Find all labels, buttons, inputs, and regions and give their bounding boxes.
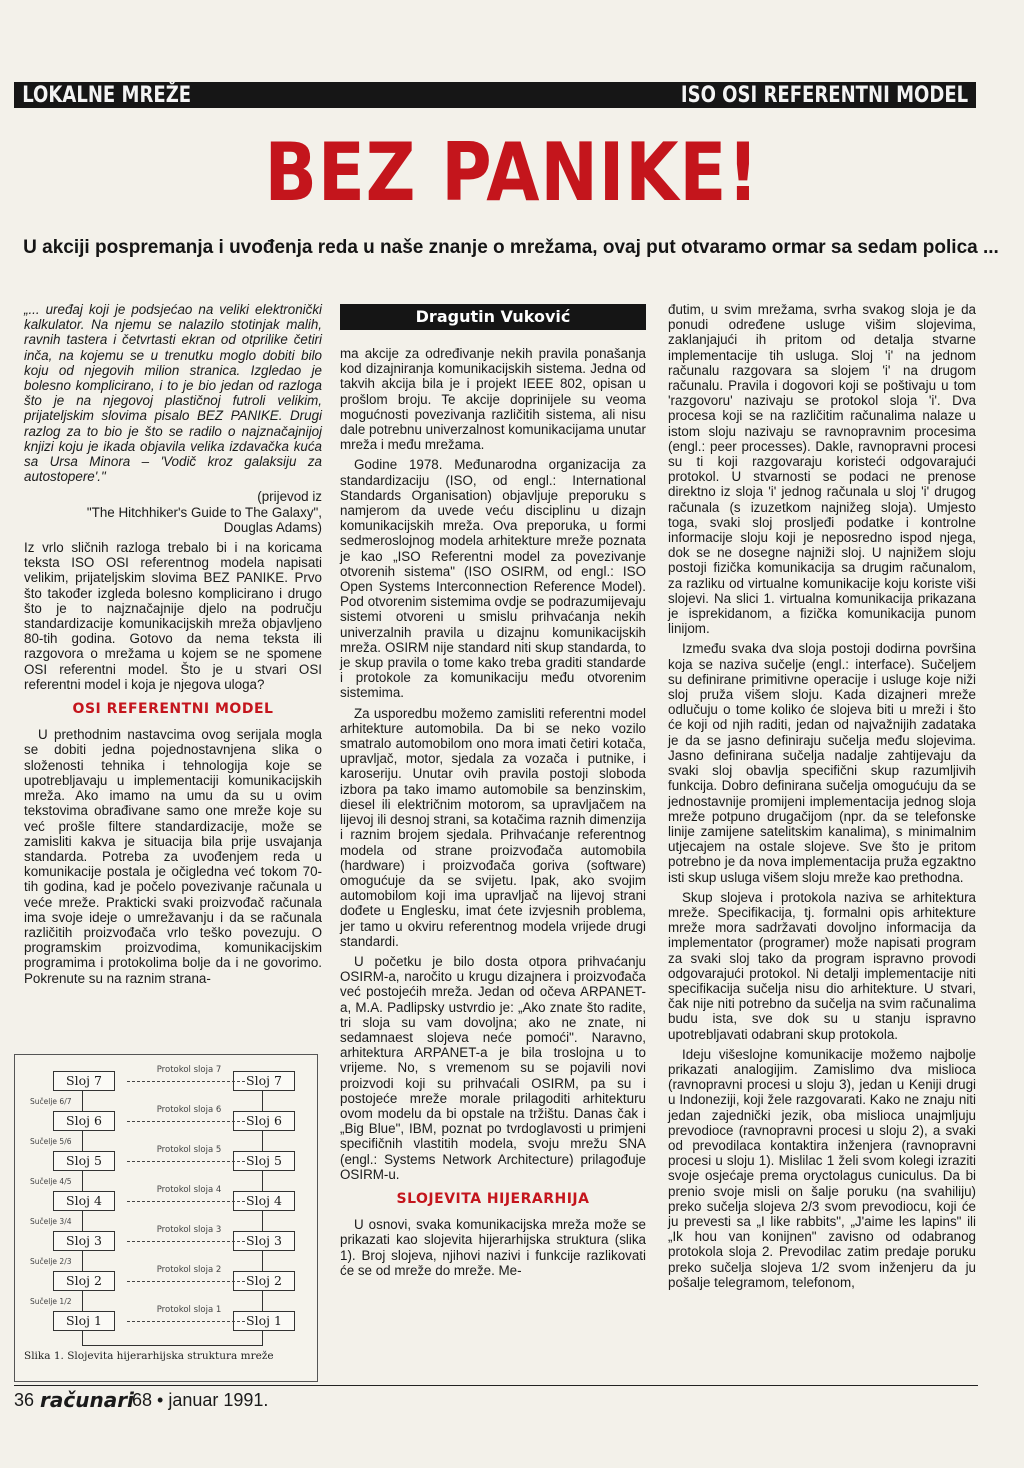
- protocol-dashed-line: [127, 1321, 245, 1322]
- paragraph: U početku je bilo dosta otpora prihvaćanju OSIRM-a, naročito u krugu dizajnera i proizvođača već postojećih mreža. Jedan od očeva ARPANET-a, M.A. Padlipsky ustvrdio je: „Ako znate što radite, tri sloja su vam dovoljna; ako ne znate, ni sedamnaest slojeva neće pomoći". Naravno, arhitektura ARPANET-a je bila troslojna u to vrijeme. No, s vremenom su se pojavili novi proizvodi koji su prihvaćali OSIRM, pa su i postojeće mreže morale prilagoditi arhitekturu ovom modelu da bi opstale na tržištu. Danas čak i „Big Blue", IBM, poznat po tvrdoglavosti u primjeni specifičnih vlastitih modela, svoju mrežu SNA (engl.: Systems Network Architecture) prilagođuje OSIRM-u.: [340, 953, 646, 1182]
- column-2: [340, 346, 646, 1283]
- article-title: BEZ PANIKE!: [264, 126, 760, 219]
- protocol-dashed-line: [127, 1161, 245, 1162]
- protocol-dashed-line: [127, 1281, 245, 1282]
- figure-layered-hierarchy: [14, 1054, 318, 1382]
- paragraph: U osnovi, svaka komunikacijska mreža može se prikazati kao slojevita hijerarhijska struktura (slika 1). Broj slojeva, njihovi nazivi i funkcije razlikovati će se od mreže do mreže. Me-: [340, 1217, 646, 1278]
- right-layer-6: Sloj 6: [233, 1111, 295, 1131]
- protocol-label: Protokol sloja 4: [156, 1185, 222, 1195]
- section-left-label: LOKALNE MREŽE: [22, 82, 192, 108]
- quote-attribution: [24, 489, 322, 535]
- issue-info: 68 • januar 1991.: [132, 1390, 269, 1410]
- paragraph: Između svaka dva sloja postoji dodirna površina koja se naziva sučelje (engl.: interface). Sučeljem su definirane primitivne operacije i usluge koje niži sloj pruža višem sloju. Kada dizajneri mreže odlučuju o tome koliko će sloјeva biti u mreži i što će koji od njih raditi, jedan od najvažnijih zadataka je da se jasno definiraju sučelja među slojevima. Jasno definirana sučelja nadalje zahtijevaju da svaki sloj obavlja specifični skup razumljivih funkcija. Dobro definirana sučelja omogućuju da se jednostavnije promijeni implementacija jednog sloja mreže potpuno drugačijom (npr. da se telefonske linije zamijene satelitskim kanalima), s minimalnim utjecajem na ostale slojeve. Sve što je pritom potrebno je da nova implementacija pruža egzaktno isti skup usluga višem sloju mreže kao prethodna.: [668, 641, 976, 885]
- right-layer-5: Sloj 5: [233, 1151, 295, 1171]
- attribution-line: Douglas Adams): [223, 519, 322, 535]
- attribution-line: "The Hitchhiker's Guide to The Galaxy",: [86, 504, 322, 520]
- right-layer-7: Sloj 7: [233, 1071, 295, 1091]
- physical-link-left: [82, 1331, 83, 1345]
- protocol-dashed-line: [127, 1121, 245, 1122]
- section-heading-hierarchy: SLOJEVITA HIJERARHIJA: [396, 1190, 590, 1207]
- interface-label: Sučelje 5/6: [30, 1137, 72, 1146]
- physical-link-bottom: [82, 1345, 263, 1346]
- protocol-dashed-line: [127, 1081, 245, 1082]
- right-layer-4: Sloj 4: [233, 1191, 295, 1211]
- paragraph: Iz vrlo sličnih razloga trebalo bi i na koricama teksta ISO OSI referentnog modela napisati velikim, prijateljskim slovima BEZ PANIKE. Prvo što također izgleda bolesno komplicirano i drugo što je to najznačajnije djelo na području standardizacije komunikacijskih mreža objavljeno 80-tih godina. Gotovo da nema teksta ili razgovora o mrežama u kojem se ne spomene OSI referentni model. Što je u stvari OSI referentni model i koja je njegova uloga?: [24, 540, 322, 692]
- figure-caption: Slika 1. Slojevita hijerarhijska struktura mreže: [24, 1350, 274, 1362]
- right-layer-1: Sloj 1: [233, 1311, 295, 1331]
- left-layer-1: Sloj 1: [53, 1311, 115, 1331]
- protocol-label: Protokol sloja 1: [156, 1305, 222, 1315]
- right-layer-2: Sloj 2: [233, 1271, 295, 1291]
- section-right-label: ISO OSI REFERENTNI MODEL: [680, 82, 968, 108]
- column-1: [24, 302, 322, 991]
- magazine-name: računari: [40, 1388, 134, 1412]
- protocol-label: Protokol sloja 3: [156, 1225, 222, 1235]
- left-layer-2: Sloj 2: [53, 1271, 115, 1291]
- interface-label: Sučelje 6/7: [30, 1097, 72, 1106]
- page-number: 36: [14, 1390, 35, 1410]
- opening-quote: „... uređaj koji je podsjećao na veliki elektronički kalkulator. Na njemu se nalazilo stotinjak malih, ravnih tastera i četvrtasti ekran od otprilike četiri inča, na kojemu se u trenutku moglo dobiti bilo koju od njegovih milion stranica. Izgledao je bolesno komplicirano, i to je bio jedan od razloga što je na njegovoj plastičnoj futroli velikim, prijateljskim slovima pisalo BEZ PANIKE. Drugi razlog za to bio je što se radilo o najznačajnijoj knjizi koju je ikada objavila velika izdavačka kuća sa Ursa Minora – 'Vodič kroz galaksiju za autostopere'.": [24, 302, 322, 485]
- section-header-bar: [14, 82, 976, 108]
- section-heading-osi: OSI REFERENTNI MODEL: [72, 701, 274, 718]
- page-footer: [14, 1385, 978, 1412]
- paragraph: U prethodnim nastavcima ovog serijala mogla se dobiti jedna pojednostavnjena slika o složenosti tehnika i tehnologija koje se upotrebljavaju u implementaciji komunikacijskih mreža. Ako imamo na umu da su u ovim tekstovima obrađivane samo one mreže koje su već prošle filtere standardizacije, može se zamisliti kakva je situacija bila prije usvajanja standarda. Potreba za uvođenjem reda u komunikacije postala je očigledna već tokom 70-tih godina, kad je počelo povezivanje računala u veće mreže. Prakticki svaki proizvođač računala ima svoje ideje o umrežavanju i da se računala različitih proizvođača vrlo teško povezuju. O programskim proizvodima, komunikacijskim programima i protokolima bolje da i ne govorimo. Pokrenute su na raznim strana-: [24, 727, 322, 986]
- paragraph: Ideju višeslojne komunikacije možemo najbolje prikazati analogijim. Zamislimo dva mislioca (ravnopravni procesi u sloju 3), jedan u Keniji drugi u Indoneziji, koji žele razgovarati. Kako ne znaju niti jedan zajednički jezik, oba mislioca unajmljuju prevodioce (ravnopravni procesi u sloju 2), a svaki od prevodilaca kontaktira inženjera (ravnopravni procesi u sloju 1). Mislilac 1 želi svom kolegi izraziti svoje osjećaje prema oryctolagus cuniculus. Da bi prenio svoje misli on šalje poruku (na svahiliju) preko sučelja slojeva 2/3 svom prevodiocu, koji će ju prevesti sa „I like rabbits", „J'aime les lapins" ili „Ik hou van konijnen" zavisno od odabranog protokola sloja 2. Prevodilac zatim predaje poruku preko sučelja slojeva 1/2 svom inženjeru da ju pošalje telegramom, telefonom,: [668, 1046, 976, 1290]
- paragraph: Za usporedbu možemo zamisliti referentni model arhitekture automobila. Da bi se neko vozilo smatralo automobilom ono mora imati četiri kotača, upravljač, motor, sjedala za vozača i putnike, i karoseriju. Unutar ovih pravila postoji sloboda izbora pa tako imamo automobile sa benzinskim, diesel ili električnim motorom, sa upravljačem na lijevoj ili desnoj strani, sa kotačima raznih dimenzija i raznim brojem sjedala. Prihvaćanje referentnog modela od strane proizvođača automobila (hardware) i proizvođača goriva (software) omogućuje da se svijetu. Ipak, ako svojim automobilom koji ima upravljač na lijevoj strani dođete u Englesku, imat ćete izvjesnih problema, jer tamo u okviru referentnog modela vrijede drugi standardi.: [340, 705, 646, 949]
- paragraph: đutim, u svim mrežama, svrha svakog sloja je da ponudi određene usluge višim slojevima, zaklanjajući ih pritom od detalja stvarne implementacije tih usluga. Sloj 'i' na jednom računalu razgovara sa slojem 'i' na drugom računalu. Pravila i dogovori koji se poštivaju u tom 'razgovoru' nazivaju se protokol sloja 'i'. Dva procesa koji se na različitim računalima nalaze u istom sloju nazivaju se ravnopravnim procesima (engl.: peer processes). Dakle, ravnopravni procesi su ti koji razgovaraju koristeći odgovarajući protokol. U stvarnosti se podaci ne prenose direktno iz sloja 'i' jednog računala u sloj 'i' drugog računala (s izuzetkom najnižeg sloja). Umjesto toga, svaki sloj prosljeđi podatke i kontrolne informacije sloju koji je neposredno ispod njega, dok se ne dosegne najniži sloj. U najnižem sloju postoji fizička komunikacija sa drugim računalom, za razliku od virtualne komunikacije koju koriste viši slojevi. Na slici 1. virtualna komunikacija prikazana je isprekidanom, a fizička komunikacija punom linijom.: [668, 302, 976, 637]
- protocol-label: Protokol sloja 5: [156, 1145, 222, 1155]
- paragraph: Skup slojeva i protokola naziva se arhitektura mreže. Specifikacija, tj. formalni opis arhitekture mreže mora sadržavati dovoljno informacija da implementator (programer) može napisati program za svaki sloj tako da program ispravno provodi odgovarajući protokol. Ni detalji implementacije niti specifikacija sučelja nisu dio arhitekture. U stvari, čak nije niti potrebno da sučelja na svim računalima budu ista, sve dok su u stanju ispravno upotrebljavati odabrani skup protokola.: [668, 889, 976, 1042]
- left-layer-7: Sloj 7: [53, 1071, 115, 1091]
- interface-label: Sučelje 1/2: [30, 1297, 72, 1306]
- left-layer-5: Sloj 5: [53, 1151, 115, 1171]
- protocol-label: Protokol sloja 7: [156, 1065, 222, 1075]
- paragraph: Godine 1978. Međunarodna organizacija za standardizaciju (ISO, od engl.: International Standards Organisation) objavljuje preporuku s namjerom da uvede veću disciplinu u dizajn komunikacijskih mreža. Ova preporuka, u formi sedmeroslojnog modela arhitekture mreže poznata je kao „ISO Referentni model za povezivanje otvorenih sistema" (ISO OSIRM, od engl.: ISO Open Systems Interconnection Reference Model). Pod otvorenim sistemima ovdje se podrazumijevaju sistemi otvoreni u smislu prihvaćanja nekih univerzalnih pravila u dizajnu komunikacijskih mreža. OSIRM nije standard niti skup standarda, to je skup pravila o tome kako treba graditi standarde i protokole za komunikaciju među otvorenim sistemima.: [340, 457, 646, 701]
- interface-label: Sučelje 3/4: [30, 1217, 72, 1226]
- column-3: [668, 302, 976, 1295]
- interface-label: Sučelje 2/3: [30, 1257, 72, 1266]
- interface-label: Sučelje 4/5: [30, 1177, 72, 1186]
- protocol-dashed-line: [127, 1201, 245, 1202]
- protocol-label: Protokol sloja 6: [156, 1105, 222, 1115]
- left-layer-6: Sloj 6: [53, 1111, 115, 1131]
- article-subtitle: U akciji pospremanja i uvođenja reda u naše znanje o mrežama, ovaj put otvaramo ormar sa sedam polica ...: [23, 237, 999, 258]
- protocol-label: Protokol sloja 2: [156, 1265, 222, 1275]
- paragraph: ma akcije za određivanje nekih pravila ponašanja kod dizajniranja komunikacijskih sistema. Jedna od takvih akcija bila je i projekt IEEE 802, opisan u prošlom broju. Te akcije doprinijele su veoma mogućnosti povezivanja različitih sistema, ali nisu dale potrebnu univerzalnost komunikacijama unutar mreža i među mrežama.: [340, 346, 646, 453]
- right-layer-3: Sloj 3: [233, 1231, 295, 1251]
- author-bar: Dragutin Vuković: [340, 304, 646, 330]
- protocol-dashed-line: [127, 1241, 245, 1242]
- attribution-line: (prijevod iz: [257, 489, 322, 505]
- left-layer-3: Sloj 3: [53, 1231, 115, 1251]
- left-layer-4: Sloj 4: [53, 1191, 115, 1211]
